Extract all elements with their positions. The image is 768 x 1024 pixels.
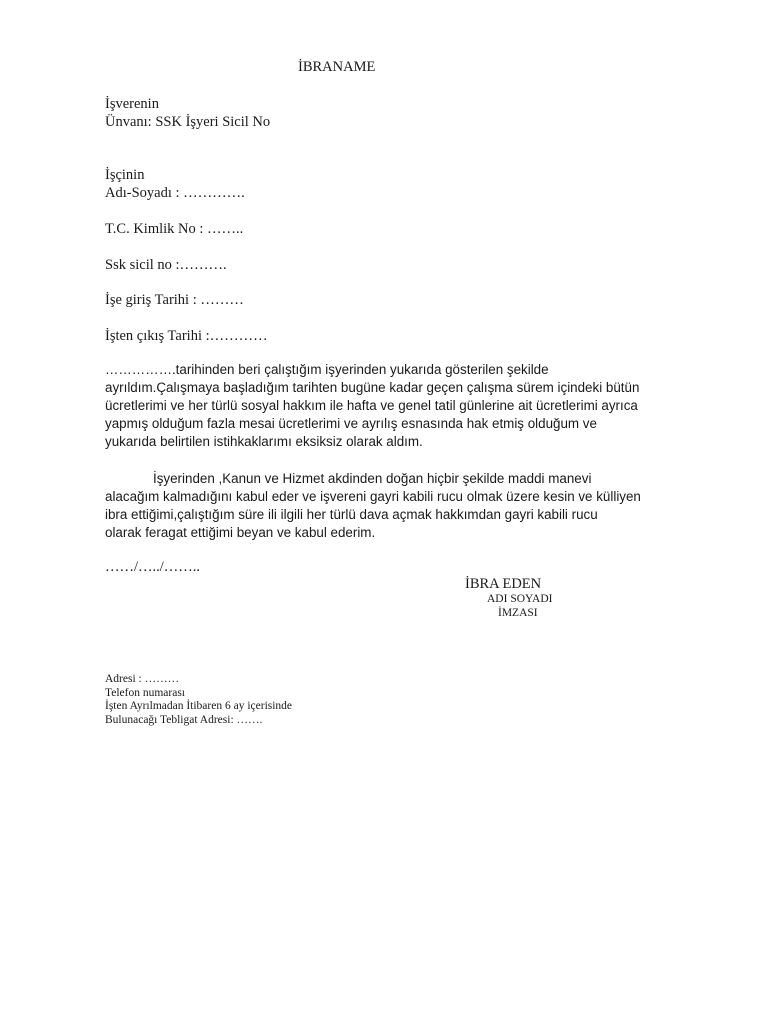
worker-ssk-field: Ssk sicil no :……….	[105, 257, 227, 273]
worker-name-field: Adı-Soyadı : ………….	[105, 185, 245, 201]
employer-title-line: Ünvanı: SSK İşyeri Sicil No	[105, 114, 271, 130]
paragraph-2-line: olarak feragat ettiğimi beyan ve kabul ederim.	[105, 525, 376, 540]
paragraph-1-line: yapmış olduğum fazla mesai ücretlerimi ve ayrılış esnasında hak etmiş olduğum ve	[105, 416, 597, 431]
paragraph-2-line: ibra ettiğimi,çalıştığım süre ili ilgili her türlü dava açmak hakkımdan gayri kabili rucu	[105, 507, 598, 522]
paragraph-1-line: ayrıldım.Çalışmaya başladığım tarihten bugüne kadar geçen çalışma sürem içindeki bütün	[105, 380, 640, 395]
footer-notice-line2: Bulunacağı Tebligat Adresi: …….	[105, 714, 263, 726]
signature-label: İBRA EDEN	[465, 576, 542, 592]
employer-heading: İşverenin	[105, 96, 159, 112]
worker-end-date-field: İşten çıkış Tarihi :…………	[105, 328, 268, 344]
paragraph-1-line: …………….tarihinden beri çalıştığım işyerinden yukarıda gösterilen şekilde	[105, 362, 549, 377]
date-field: ……/…../……..	[105, 559, 201, 575]
paragraph-1-line: yukarıda belirtilen istihkaklarımı eksiksiz olarak aldım.	[105, 434, 423, 449]
paragraph-2	[105, 470, 641, 542]
footer-phone: Telefon numarası	[105, 687, 185, 699]
paragraph-1-line: ücretlerimi ve her türlü sosyal hakkım ile hafta ve genel tatil günlerine ait ücretlerimi ayrıca	[105, 398, 638, 413]
worker-heading: İşçinin	[105, 167, 145, 183]
document-title: İBRANAME	[298, 59, 376, 75]
footer-notice-line1: İşten Ayrılmadan İtibaren 6 ay içerisinde	[105, 700, 293, 712]
paragraph-1	[105, 361, 639, 451]
worker-tc-field: T.C. Kimlik No : ……..	[105, 221, 244, 237]
paragraph-2-line: İşyerinden ,Kanun ve Hizmet akdinden doğan hiçbir şekilde maddi manevi	[153, 471, 592, 486]
worker-start-date-field: İşe giriş Tarihi : ………	[105, 292, 244, 308]
signature-name: ADI SOYADI	[487, 593, 553, 605]
footer-address: Adresi : ………	[105, 673, 180, 685]
paragraph-2-line: alacağım kalmadığını kabul eder ve işvereni gayri kabili rucu olmak üzere kesin ve külliyen	[105, 489, 641, 504]
signature-sign: İMZASI	[498, 607, 538, 619]
